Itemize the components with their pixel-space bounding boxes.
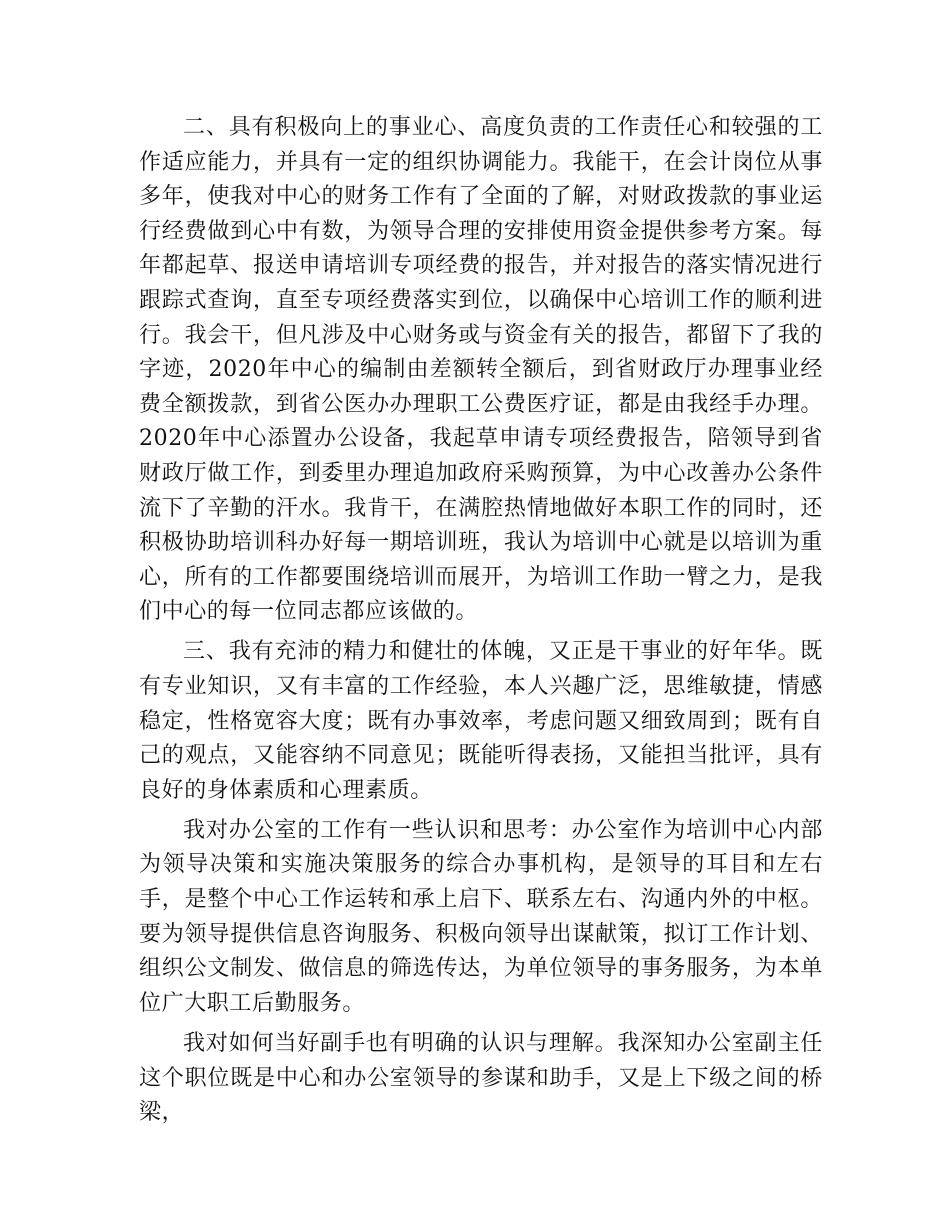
paragraph-office-work: 我对办公室的工作有一些认识和思考：办公室作为培训中心内部为领导决策和实施决策服务的综合办事机构，是领导的耳目和左右手，是整个中心工作运转和承上启下、联系左右、沟通内外的中枢。要为领导提供信息咨询服务、积极向领导出谋献策，拟订工作计划、组织公文制发、做信息的筛选传达，为单位领导的事务服务，为本单位广大职工后勤服务。 xyxy=(139,817,823,1016)
document-body xyxy=(139,111,823,1136)
paragraph-capability: 二、具有积极向上的事业心、高度负责的工作责任心和较强的工作适应能力，并具有一定的组织协调能力。我能干，在会计岗位从事多年，使我对中心的财务工作有了全面的了解，对财政拨款的事业运行经费做到心中有数，为领导合理的安排使用资金提供参考方案。每年都起草、报送申请培训专项经费的报告，并对报告的落实情况进行跟踪式查询，直至专项经费落实到位，以确保中心培训工作的顺利进行。我会干，但凡涉及中心财务或与资金有关的报告，都留下了我的字迹，2020年中心的编制由差额转全额后，到省财政厅办理事业经费全额拨款，到省公医办办理职工公费医疗证，都是由我经手办理。2020年中心添置办公设备，我起草申请专项经费报告，陪领导到省财政厅做工作，到委里办理追加政府采购预算，为中心改善办公条件流下了辛勤的汗水。我肯干，在满腔热情地做好本职工作的同时，还积极协助培训科办好每一期培训班，我认为培训中心就是以培训为重心，所有的工作都要围绕培训而展开，为培训工作助一臂之力，是我们中心的每一位同志都应该做的。 xyxy=(139,115,823,625)
paragraph-energy: 三、我有充沛的精力和健壮的体魄，又正是干事业的好年华。既有专业知识，又有丰富的工作经验，本人兴趣广泛，思维敏捷，情感稳定，性格宽容大度；既有办事效率，考虑问题又细致周到；既有自己的观点，又能容纳不同意见；既能听得表扬，又能担当批评，具有良好的身体素质和心理素质。 xyxy=(139,639,823,803)
paragraph-deputy-role: 我对如何当好副手也有明确的认识与理解。我深知办公室副主任这个职位既是中心和办公室领导的参谋和助手，又是上下级之间的桥梁， xyxy=(139,1030,823,1126)
